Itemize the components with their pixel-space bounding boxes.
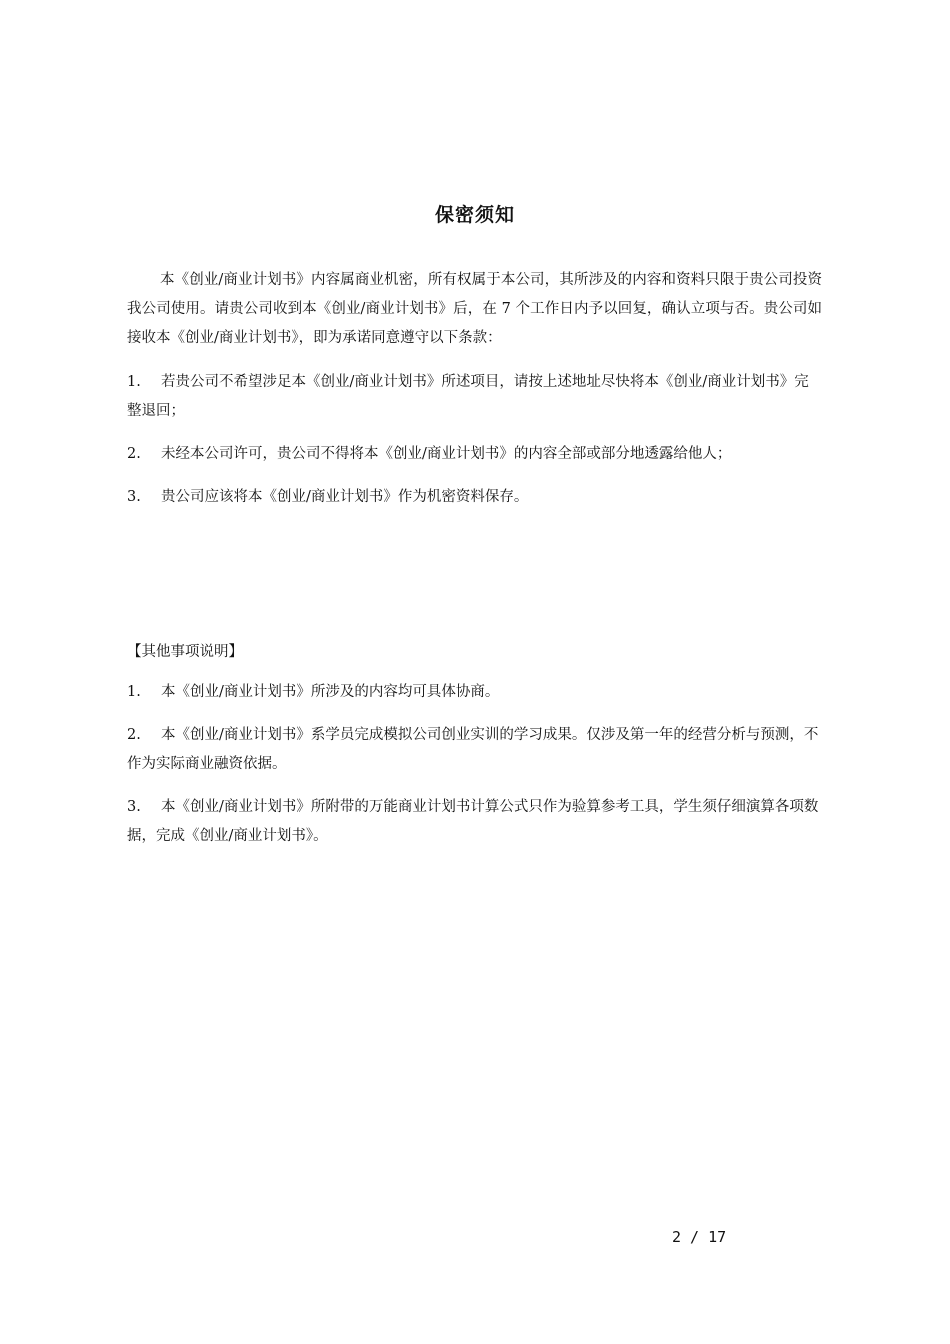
list-item [127, 721, 822, 779]
list-item-number: 2. [127, 446, 141, 462]
list-item-text: 未经本公司许可，贵公司不得将本《创业/商业计划书》的内容全部或部分地透露给他人； [161, 446, 732, 462]
list-item-text: 贵公司应该将本《创业/商业计划书》作为机密资料保存。 [161, 489, 529, 505]
list-item-text: 本《创业/商业计划书》系学员完成模拟公司创业实训的学习成果。仅涉及第一年的经营分析与预测，不作为实际商业融资依据。 [127, 727, 819, 772]
list-item-number: 2. [127, 727, 141, 743]
list-item [127, 368, 822, 426]
intro-paragraph: 本《创业/商业计划书》内容属商业机密，所有权属于本公司，其所涉及的内容和资料只限于贵公司投资我公司使用。请贵公司收到本《创业/商业计划书》后，在 7 个工作日内予以回复，确认立项与否。贵公司如接收本《创业/商业计划书》，即为承诺同意遵守以下条款： [127, 272, 822, 346]
other-matters-heading: 【其他事项说明】 [127, 644, 243, 660]
list-item-number: 3. [127, 489, 141, 505]
list-item-number: 1. [127, 684, 141, 700]
other-matters-list [127, 678, 822, 865]
list-item-text: 若贵公司不希望涉足本《创业/商业计划书》所述项目，请按上述地址尽快将本《创业/商业计划书》完整退回； [127, 374, 809, 419]
list-item [127, 440, 822, 469]
list-item-number: 1. [127, 374, 141, 390]
list-item-text: 本《创业/商业计划书》所涉及的内容均可具体协商。 [161, 684, 500, 700]
list-item [127, 793, 822, 851]
list-item [127, 678, 822, 707]
list-item [127, 483, 822, 512]
page-number: 2 / 17 [672, 1228, 727, 1246]
list-item-text: 本《创业/商业计划书》所附带的万能商业计划书计算公式只作为验算参考工具，学生须仔细演算各项数据，完成《创业/商业计划书》。 [127, 799, 819, 844]
page-title: 保密须知 [434, 204, 515, 226]
confidentiality-terms-list [127, 368, 822, 526]
list-item-number: 3. [127, 799, 141, 815]
